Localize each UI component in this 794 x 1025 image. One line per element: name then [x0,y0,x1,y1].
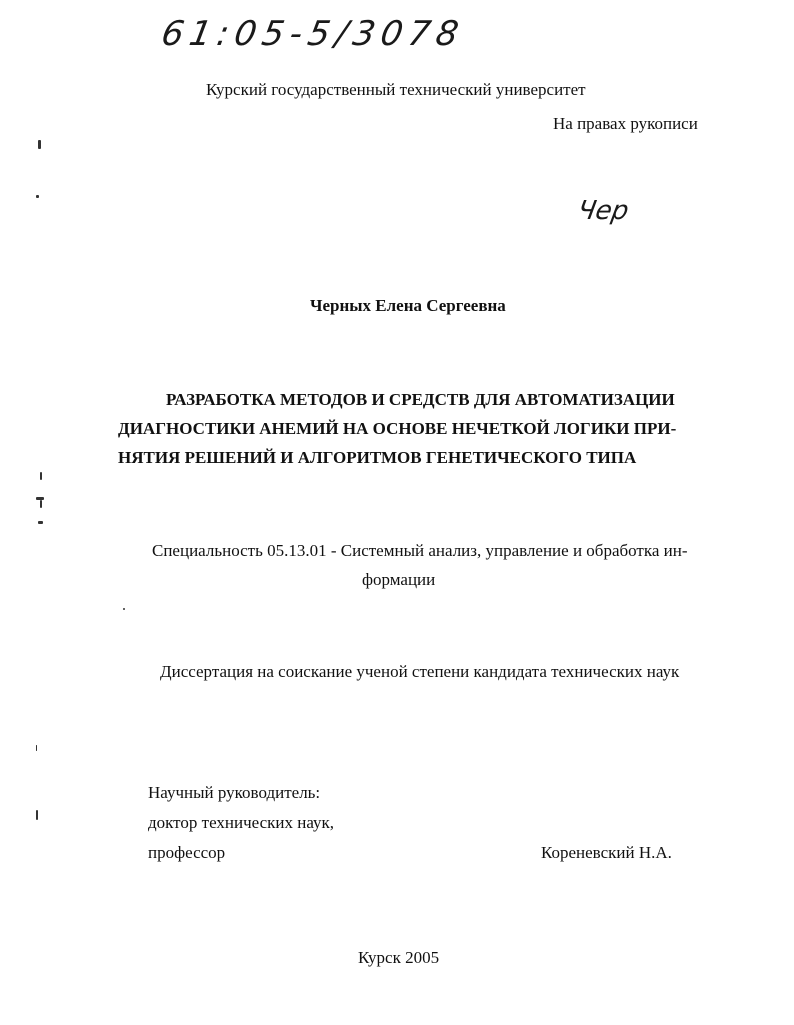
university-name: Курский государственный технический университет [206,80,586,99]
handwritten-initials: Чер [575,196,631,226]
author-name: Черных Елена Сергеевна [310,296,506,315]
specialty-line-1: Специальность 05.13.01 - Системный анализ, управление и обработка ин- [152,541,688,560]
scan-speck [40,500,42,508]
specialty-line-2: формации [362,570,436,589]
supervisor-label: Научный руководитель: [148,783,321,802]
title-line-1: РАЗРАБОТКА МЕТОДОВ И СРЕДСТВ ДЛЯ АВТОМАТИЗАЦИИ [166,390,675,409]
degree-statement: Диссертация на соискание ученой степени кандидата технических наук [160,662,680,681]
scan-speck [123,608,125,610]
supervisor-name: Кореневский Н.А. [541,843,672,862]
handwritten-archive-number: 61:05-5/3078 [158,14,468,54]
title-line-3: НЯТИЯ РЕШЕНИЙ И АЛГОРИТМОВ ГЕНЕТИЧЕСКОГО ТИПА [118,448,637,467]
scan-speck [38,521,43,524]
city-year: Курск 2005 [358,948,440,967]
scan-speck [36,745,37,751]
supervisor-degree: доктор технических наук, [148,813,335,832]
scan-speck [40,472,42,480]
scan-speck [36,810,38,820]
scan-speck [36,195,39,198]
supervisor-rank: профессор [148,843,226,862]
scan-speck [38,140,41,149]
title-line-2: ДИАГНОСТИКИ АНЕМИЙ НА ОСНОВЕ НЕЧЕТКОЙ ЛОГИКИ ПРИ- [118,419,677,438]
rights-label: На правах рукописи [553,114,698,133]
